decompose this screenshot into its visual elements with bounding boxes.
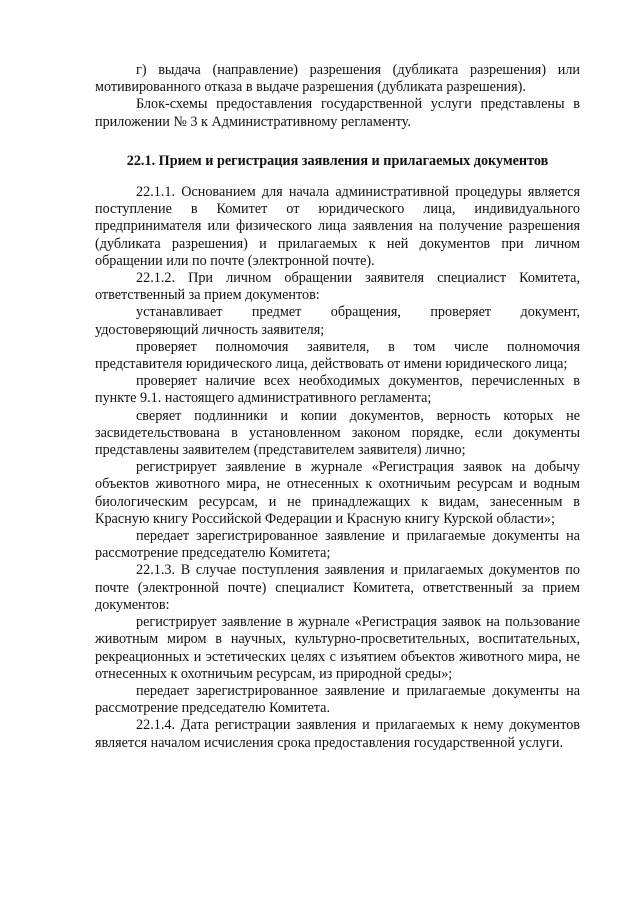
paragraph-22-1-1: 22.1.1. Основанием для начала административной процедуры является поступление в Комитет от юридического лица, индивидуального предпринимателя или физического лица заявления на получение разрешения (дубликата разрешения) и прилагаемых к ней документов при личном обращении или по почте (электронной почте).: [95, 184, 580, 269]
paragraph-block-schemes: Блок-схемы предоставления государственной услуги представлены в приложении № 3 к Административному регламенту.: [95, 96, 580, 130]
paragraph-establishes-subject: устанавливает предмет обращения, проверяет документ, удостоверяющий личность заявителя;: [95, 304, 580, 338]
paragraph-transfers-application: передает зарегистрированное заявление и прилагаемые документы на рассмотрение председателю Комитета;: [95, 528, 580, 562]
paragraph-22-1-3: 22.1.3. В случае поступления заявления и прилагаемых документов по почте (электронной почте) специалист Комитета, ответственный за прием документов:: [95, 562, 580, 613]
paragraph-registers-application-mail: регистрирует заявление в журнале «Регистрация заявок на пользование животным миром в научных, культурно-просветительных, воспитательных, рекреационных и эстетических целях с изъятием объектов животного мира, не отнесенных к охотничьим ресурсам, из природной среды»;: [95, 614, 580, 682]
paragraph-compares-originals: сверяет подлинники и копии документов, верность которых не засвидетельствована в установленном законом порядке, если документы представлены заявителем (представителем заявителя) лично;: [95, 407, 580, 459]
paragraph-checks-documents: проверяет наличие всех необходимых документов, перечисленных в пункте 9.1. настоящего административного регламента;: [95, 373, 580, 407]
paragraph-transfers-application-mail: передает зарегистрированное заявление и прилагаемые документы на рассмотрение председателю Комитета.: [95, 682, 580, 717]
document-body: [95, 62, 580, 752]
paragraph-22-1-2: 22.1.2. При личном обращении заявителя специалист Комитета, ответственный за прием документов:: [95, 270, 580, 304]
paragraph-22-1-4: 22.1.4. Дата регистрации заявления и прилагаемых к нему документов является началом исчисления срока предоставления государственной услуги.: [95, 717, 580, 751]
paragraph-item-g: г) выдача (направление) разрешения (дубликата разрешения) или мотивированного отказа в выдаче разрешения (дубликата разрешения).: [95, 62, 580, 96]
paragraph-checks-authority: проверяет полномочия заявителя, в том числе полномочия представителя юридического лица, действовать от имени юридического лица;: [95, 338, 580, 373]
section-heading: 22.1. Прием и регистрация заявления и прилагаемых документов: [126, 152, 549, 169]
paragraph-registers-application: регистрирует заявление в журнале «Регистрация заявок на добычу объектов животного мира, не отнесенных к охотничьим ресурсам и водным биологическим ресурсам, и не принадлежащих к видам, занесенным в Красную книгу Российской Федерации и Красную книгу Курской области»;: [95, 459, 580, 527]
